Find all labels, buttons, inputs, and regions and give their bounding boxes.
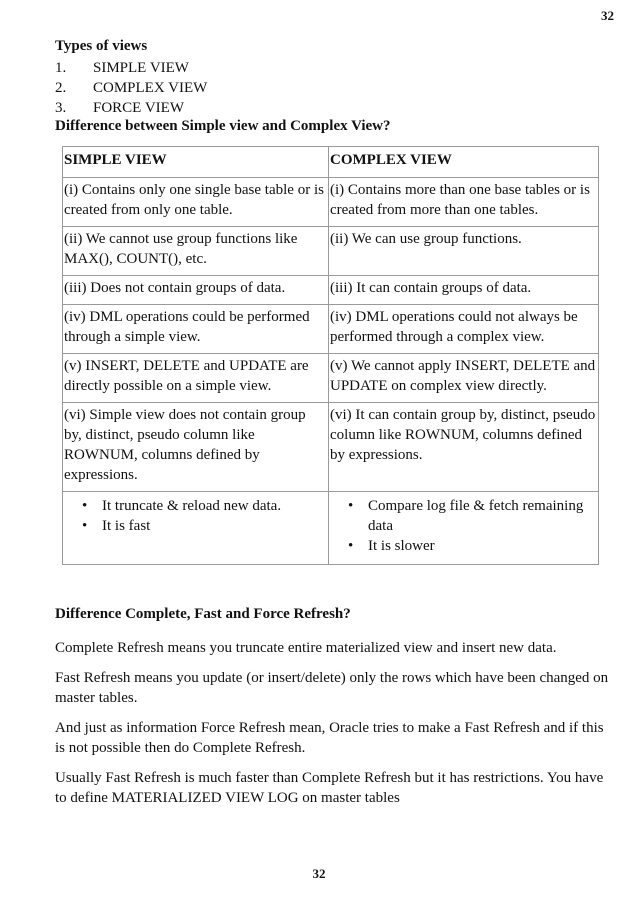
- table-row: [63, 492, 599, 565]
- list-label: FORCE VIEW: [93, 100, 184, 116]
- table-cell: (vi) Simple view does not contain group by, distinct, pseudo column like ROWNUM, columns defined by expressions.: [63, 403, 329, 492]
- table-cell: (iii) Does not contain groups of data.: [63, 276, 329, 305]
- list-item: [55, 98, 207, 118]
- table-cell: (v) INSERT, DELETE and UPDATE are directly possible on a simple view.: [63, 354, 329, 403]
- list-label: COMPLEX VIEW: [93, 80, 208, 96]
- table-cell: (iv) DML operations could be performed through a simple view.: [63, 305, 329, 354]
- header-simple-view: SIMPLE VIEW: [63, 147, 329, 178]
- difference-heading: Difference between Simple view and Complex View?: [55, 118, 391, 134]
- table-cell: [63, 492, 329, 565]
- bullet-item: • It is slower: [368, 536, 597, 556]
- table-cell: (vi) It can contain group by, distinct, pseudo column like ROWNUM, columns defined by expressions.: [329, 403, 599, 492]
- paragraph: Complete Refresh means you truncate entire materialized view and insert new data.: [55, 640, 557, 656]
- bullet-list-left: [64, 496, 327, 536]
- table-cell: (iii) It can contain groups of data.: [329, 276, 599, 305]
- header-complex-view: COMPLEX VIEW: [329, 147, 599, 178]
- list-item: [55, 58, 207, 78]
- bullet-list-right: [330, 496, 597, 556]
- list-number: 3.: [55, 100, 67, 116]
- page-number-bottom: 32: [312, 866, 326, 881]
- table-cell: (i) Contains more than one base tables or is created from more than one tables.: [329, 178, 599, 227]
- table-cell: (i) Contains only one single base table or is created from only one table.: [63, 178, 329, 227]
- paragraph: Fast Refresh means you update (or insert/delete) only the rows which have been changed on master tables.: [55, 670, 609, 706]
- table-row: [63, 403, 599, 492]
- list-number: 1.: [55, 60, 67, 76]
- table-cell: (ii) We can use group functions.: [329, 227, 599, 276]
- list-number: 2.: [55, 80, 67, 96]
- list-item: [55, 78, 207, 98]
- types-of-views-heading: Types of views: [55, 38, 148, 54]
- table-cell: (ii) We cannot use group functions like MAX(), COUNT(), etc.: [63, 227, 329, 276]
- list-label: SIMPLE VIEW: [93, 60, 189, 76]
- comparison-table: [62, 146, 599, 565]
- paragraph: And just as information Force Refresh mean, Oracle tries to make a Fast Refresh and if this is not possible then do Complete Refresh.: [55, 720, 604, 756]
- bullet-item: • Compare log file & fetch remaining data: [368, 496, 597, 536]
- table-cell: (v) We cannot apply INSERT, DELETE and UPDATE on complex view directly.: [329, 354, 599, 403]
- table-row: [63, 354, 599, 403]
- bullet-item: • It truncate & reload new data.: [102, 496, 327, 516]
- paragraph: Usually Fast Refresh is much faster than Complete Refresh but it has restrictions. You have to define MATERIALIZED VIEW LOG on master tables: [55, 770, 604, 806]
- table-row: [63, 227, 599, 276]
- table-header-row: [63, 147, 599, 178]
- table-cell: (iv) DML operations could not always be performed through a complex view.: [329, 305, 599, 354]
- table-row: [63, 305, 599, 354]
- bullet-item: • It is fast: [102, 516, 327, 536]
- table-cell: [329, 492, 599, 565]
- page-number-top: 32: [601, 8, 614, 23]
- table-row: [63, 178, 599, 227]
- view-types-list: [55, 58, 207, 118]
- refresh-heading: Difference Complete, Fast and Force Refresh?: [55, 606, 351, 622]
- table-row: [63, 276, 599, 305]
